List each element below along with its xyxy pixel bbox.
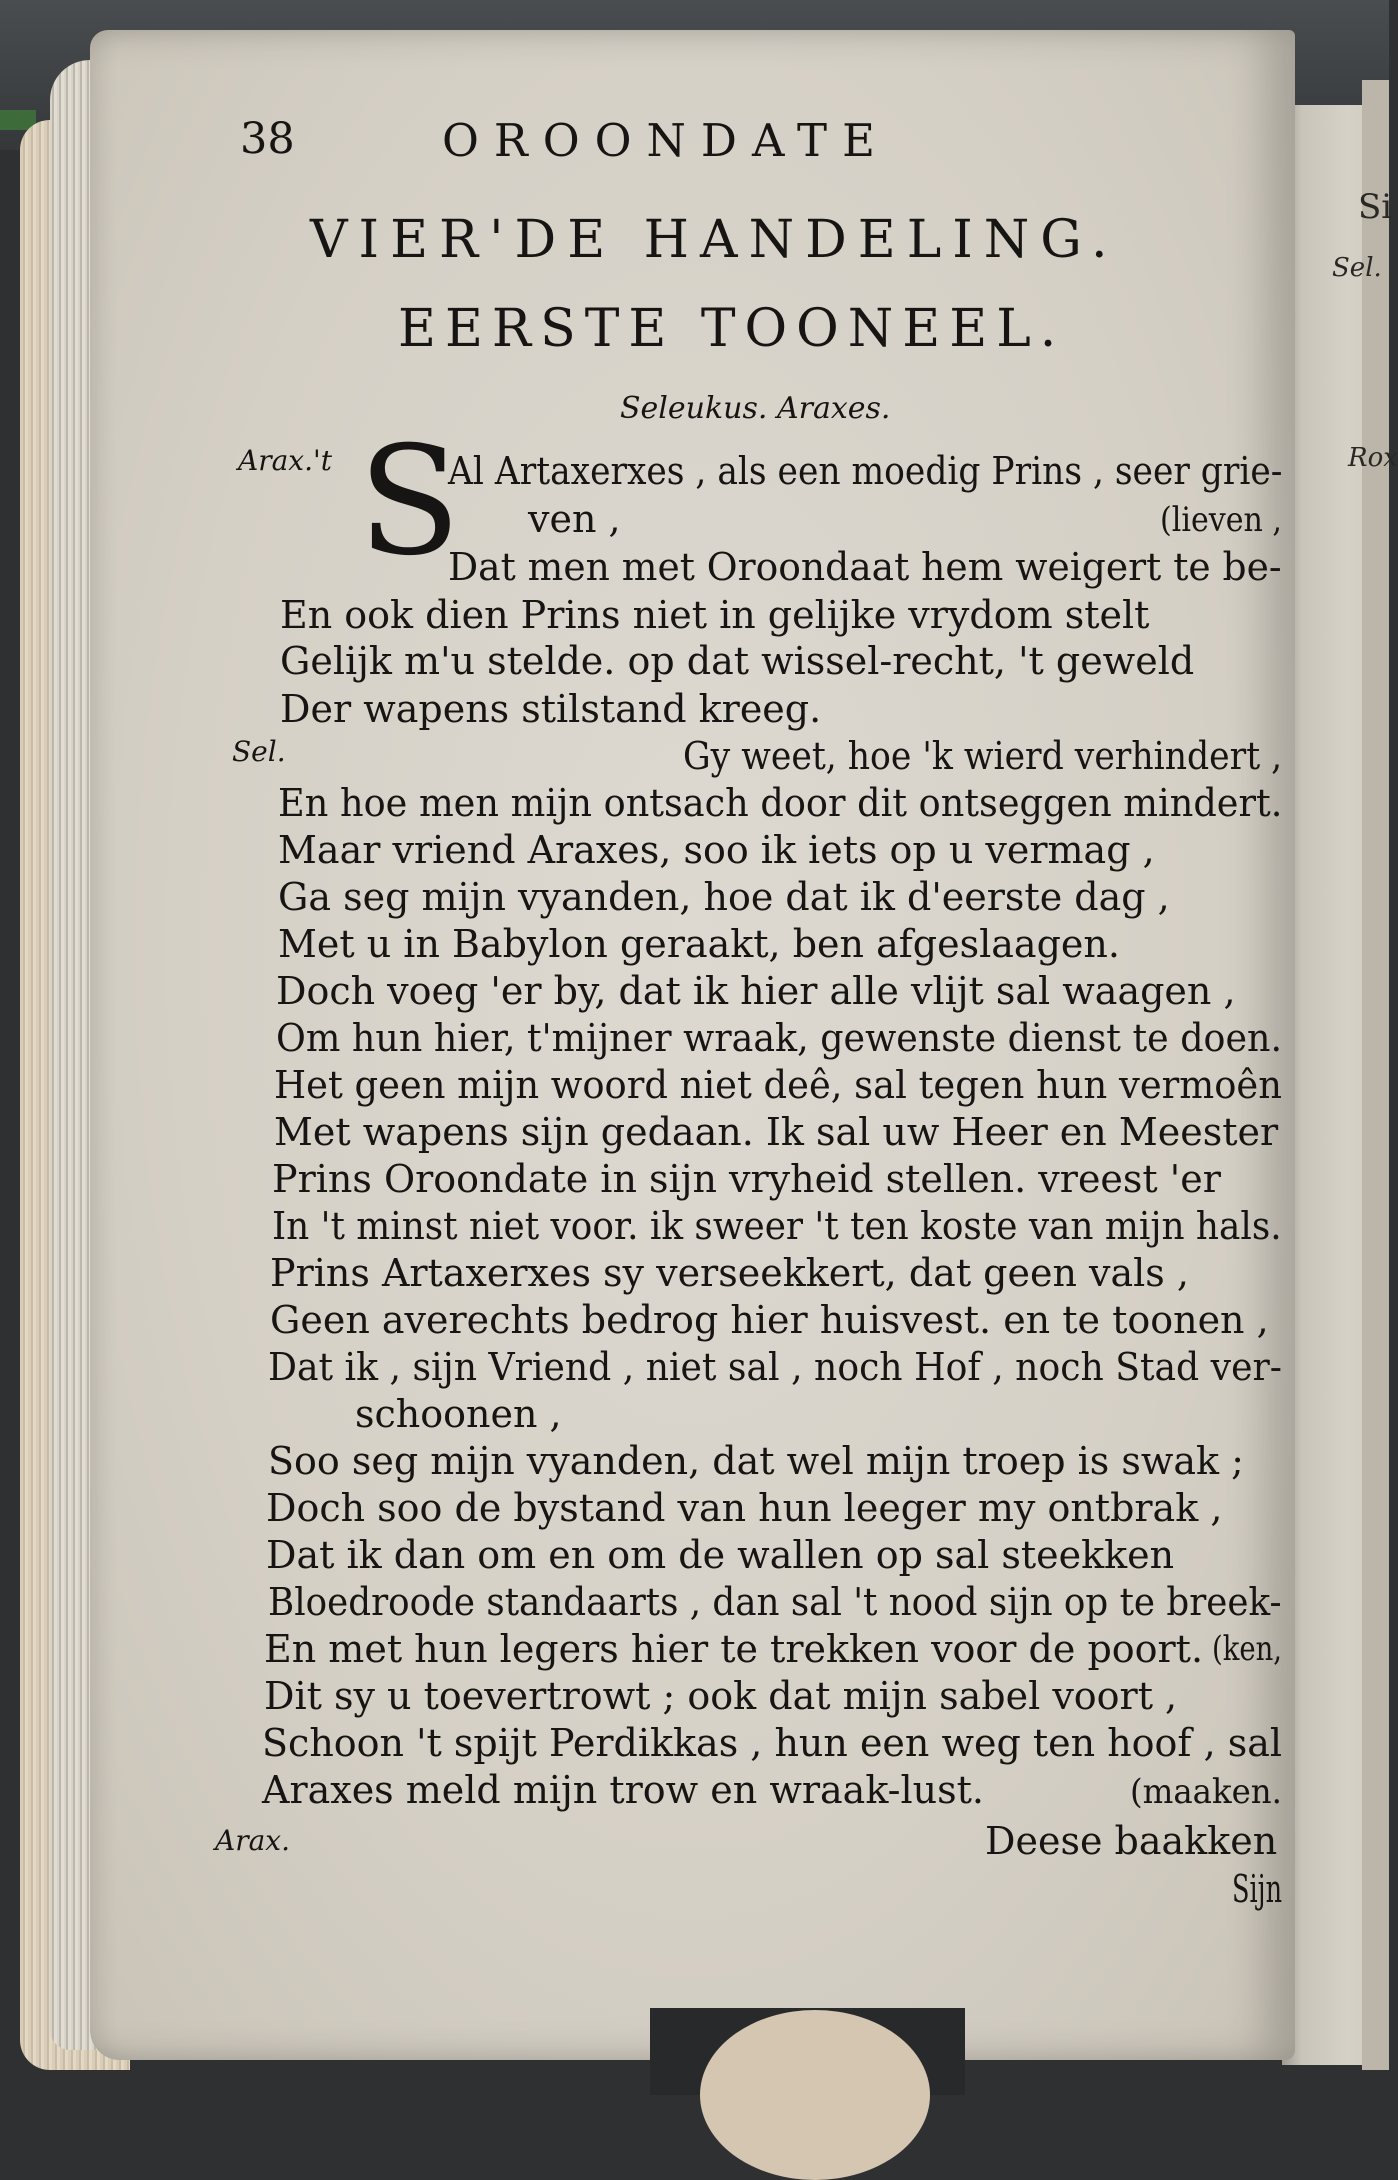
verse-line: Dit sy u toevertrowt ; ook dat mijn sabel voort , [264, 1674, 1178, 1718]
scene-heading: EERSTE TOONEEL. [398, 299, 1066, 359]
verse-line: schoonen , [355, 1392, 562, 1436]
page-number: 38 [240, 114, 295, 164]
verse-line: Doch voeg 'er by, dat ik hier alle vlijt sal waagen , [276, 969, 1236, 1013]
verse-line: Dat men met Oroondaat hem weigert te be- [448, 545, 1282, 589]
verse-line: Om hun hier, t'mijner wraak, gewenste dienst te doen. [276, 1016, 1283, 1060]
verse-line-carryover: (lieven , [1160, 500, 1282, 540]
verse-line: Ga seg mijn vyanden, hoe dat ik d'eerste dag , [278, 875, 1170, 919]
bottom-object [700, 2010, 930, 2180]
catchword: Sijn [1232, 1867, 1283, 1911]
verse-line: Maar vriend Araxes, soo ik iets op u vermag , [278, 828, 1155, 872]
facing-page-fragment: Sel. [1332, 253, 1382, 283]
verse-line: Gelijk m'u stelde. op dat wissel-recht, 't geweld [280, 639, 1195, 683]
verse-line: Bloedroode standaarts , dan sal 't nood sijn op te breek- [268, 1580, 1282, 1624]
speakers-line: Seleukus. Araxes. [620, 391, 891, 426]
verse-line: Araxes meld mijn trow en wraak-lust. [262, 1768, 984, 1812]
verse-line: Dat ik , sijn Vriend , niet sal , noch Hof , noch Stad ver- [268, 1345, 1282, 1389]
verse-line: Met u in Babylon geraakt, ben afgeslaagen. [278, 922, 1120, 966]
verse-line: Al Artaxerxes , als een moedig Prins , seer grie- [448, 449, 1283, 493]
verse-line: Deese baakken [985, 1819, 1278, 1863]
verse-line: Met wapens sijn gedaan. Ik sal uw Heer en Meester [274, 1110, 1279, 1154]
verse-line-carryover: (ken, [1212, 1629, 1282, 1669]
verse-line: ven , [528, 497, 621, 541]
verse-line: In 't minst niet voor. ik sweer 't ten koste van mijn hals. [272, 1204, 1282, 1248]
verse-line: Dat ik dan om en om de wallen op sal steekken [266, 1533, 1175, 1577]
verse-line: En ook dien Prins niet in gelijke vrydom stelt [280, 593, 1150, 637]
drop-cap: S [358, 415, 461, 589]
speaker-label: Sel. [232, 735, 286, 768]
verse-line: Prins Artaxerxes sy verseekkert, dat geen vals , [270, 1251, 1189, 1295]
verse-line: En hoe men mijn ontsach door dit ontseggen mindert. [278, 781, 1283, 825]
verse-line-carryover: (maaken. [1130, 1772, 1282, 1812]
running-title: OROONDATE [442, 114, 890, 167]
speaker-label: Arax. [215, 1824, 290, 1857]
verse-line: Soo seg mijn vyanden, dat wel mijn troep is swak ; [268, 1439, 1244, 1483]
verse-line: Prins Oroondate in sijn vryheid stellen. vreest 'er [272, 1157, 1221, 1201]
facing-page-fragment: Si [1358, 187, 1393, 227]
facing-page-edge [1362, 80, 1389, 2070]
verse-line: Der wapens stilstand kreeg. [280, 687, 822, 731]
verse-line: Schoon 't spijt Perdikkas , hun een weg ten hoof , sal [262, 1721, 1283, 1765]
verse-line: Gy weet, hoe 'k wierd verhindert , [683, 734, 1283, 778]
act-heading: VIER'DE HANDELING. [310, 210, 1119, 270]
verse-line: Geen averechts bedrog hier huisvest. en te toonen , [270, 1298, 1269, 1342]
facing-page-fragment: Rox [1348, 443, 1398, 473]
speaker-label: Arax.'t [238, 444, 332, 477]
verse-line: Doch soo de bystand van hun leeger my ontbrak , [266, 1486, 1223, 1530]
verse-line: Het geen mijn woord niet deê, sal tegen hun vermoên [274, 1063, 1282, 1107]
verse-line: En met hun legers hier te trekken voor de poort. [264, 1627, 1204, 1671]
